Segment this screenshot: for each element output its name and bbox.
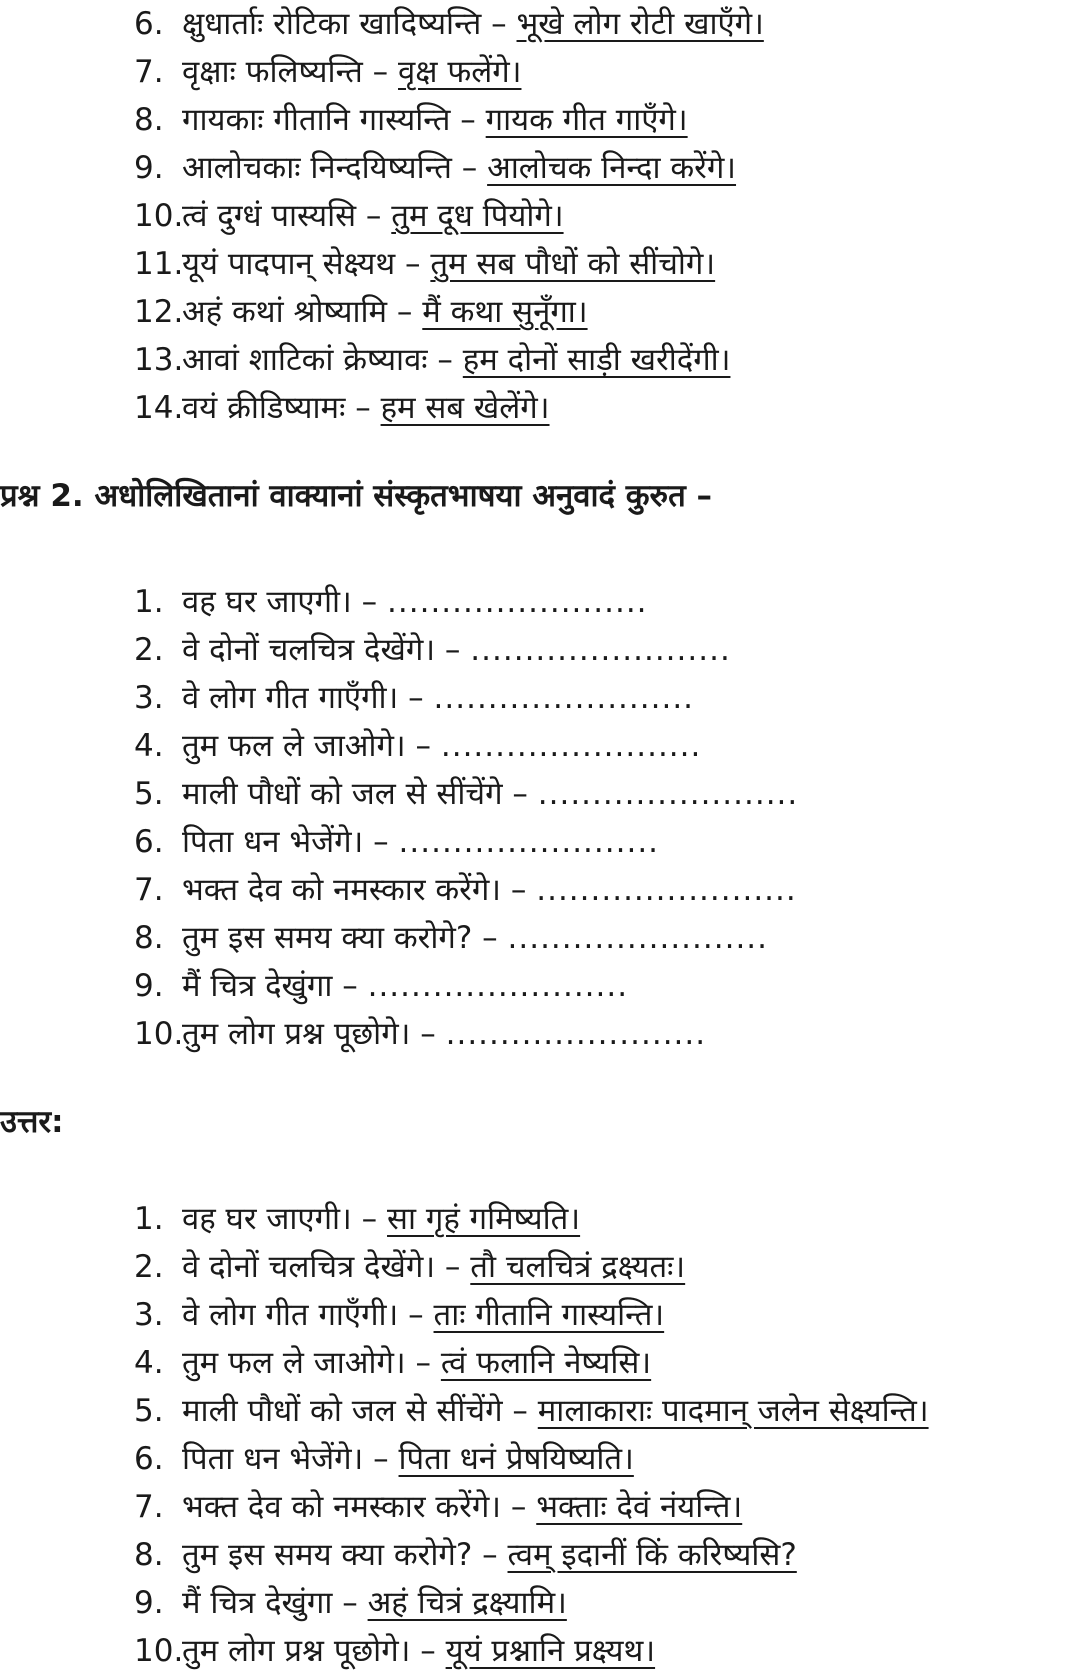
item-number: 9. [134, 1585, 164, 1621]
answers-list [0, 1195, 929, 1675]
item-text: पिता धन भेजेंगे। – [182, 824, 389, 860]
item-text: आलोचकाः निन्दयिष्यन्ति – [182, 150, 478, 186]
list-item [0, 1627, 929, 1675]
item-answer: ताः गीतानि गास्यन्ति। [433, 1297, 665, 1333]
item-answer: आलोचक निन्दा करेंगे। [487, 150, 737, 186]
item-number: 10. [134, 198, 184, 234]
item-text: वयं क्रीडिष्यामः – [182, 390, 371, 426]
question-list [0, 578, 798, 1058]
item-text: त्वं दुग्धं पास्यसि – [182, 198, 382, 234]
answer-blank: ........................ [398, 824, 660, 860]
list-item [0, 336, 764, 384]
item-number: 2. [134, 1249, 164, 1285]
item-answer: तुम सब पौधों को सींचोगे। [430, 246, 716, 282]
item-number: 12. [134, 294, 184, 330]
item-text: यूयं पादपान् सेक्ष्यथ – [182, 246, 421, 282]
item-text: वे लोग गीत गाएँगी। – [182, 1297, 424, 1333]
item-answer: त्वं फलानि नेष्यसि। [440, 1345, 652, 1381]
item-number: 3. [134, 1297, 164, 1333]
item-answer: सा गृहं गमिष्यति। [387, 1201, 581, 1237]
list-item [0, 1483, 929, 1531]
list-item [0, 770, 798, 818]
item-text: माली पौधों को जल से सींचेंगे – [182, 1393, 528, 1429]
item-answer: भूखे लोग रोटी खाएँगे। [516, 6, 764, 42]
list-item [0, 962, 798, 1010]
list-item [0, 722, 798, 770]
item-answer: त्वम् इदानीं किं करिष्यसि? [507, 1537, 797, 1573]
answer-blank: ........................ [470, 632, 731, 668]
item-number: 10. [134, 1633, 184, 1669]
item-number: 13. [134, 342, 184, 378]
answer-blank: ........................ [445, 1016, 707, 1052]
list-item [0, 818, 798, 866]
answer-blank: ........................ [433, 680, 695, 716]
item-number: 6. [134, 6, 164, 42]
list-item [0, 1010, 798, 1058]
answers-heading: उत्तर: [0, 1104, 64, 1140]
item-text: वह घर जाएगी। – [182, 584, 378, 620]
list-item [0, 1387, 929, 1435]
list-item [0, 1435, 929, 1483]
item-text: तुम लोग प्रश्न पूछोगे। – [182, 1633, 436, 1669]
item-text: माली पौधों को जल से सींचेंगे – [182, 776, 528, 812]
item-text: तुम इस समय क्या करोगे? – [182, 1537, 498, 1573]
item-number: 1. [134, 1201, 164, 1237]
item-number: 7. [134, 54, 164, 90]
item-text: वह घर जाएगी। – [182, 1201, 378, 1237]
item-number: 10. [134, 1016, 184, 1052]
item-text: गायकाः गीतानि गास्यन्ति – [182, 102, 476, 138]
list-item [0, 288, 764, 336]
list-item [0, 96, 764, 144]
list-item [0, 578, 798, 626]
item-text: तुम इस समय क्या करोगे? – [182, 920, 498, 956]
item-text: पिता धन भेजेंगे। – [182, 1441, 389, 1477]
list-item [0, 384, 764, 432]
item-number: 4. [134, 728, 164, 764]
item-text: भक्त देव को नमस्कार करेंगे। – [182, 1489, 527, 1525]
item-answer: गायक गीत गाएँगे। [485, 102, 688, 138]
answer-blank: ........................ [537, 776, 799, 812]
item-number: 9. [134, 968, 164, 1004]
item-number: 4. [134, 1345, 164, 1381]
list-item [0, 1579, 929, 1627]
item-answer: तौ चलचित्रं द्रक्ष्यतः। [470, 1249, 686, 1285]
item-text: वे दोनों चलचित्र देखेंगे। – [182, 632, 461, 668]
item-text: अहं कथां श्रोष्यामि – [182, 294, 413, 330]
item-number: 6. [134, 824, 164, 860]
list-item [0, 914, 798, 962]
item-number: 5. [134, 776, 164, 812]
list-item [0, 866, 798, 914]
answer-blank: ........................ [367, 968, 629, 1004]
list-item [0, 1291, 929, 1339]
item-number: 7. [134, 872, 164, 908]
item-number: 1. [134, 584, 164, 620]
list-item [0, 144, 764, 192]
item-text: आवां शाटिकां क्रेष्यावः – [182, 342, 453, 378]
item-text: मैं चित्र देखुंगा – [182, 1585, 358, 1621]
item-number: 8. [134, 920, 164, 956]
item-answer: हम सब खेलेंगे। [380, 390, 550, 426]
item-number: 8. [134, 1537, 164, 1573]
item-number: 3. [134, 680, 164, 716]
item-text: वृक्षाः फलिष्यन्ति – [182, 54, 389, 90]
item-number: 11. [134, 246, 184, 282]
list-item [0, 674, 798, 722]
list-item [0, 1243, 929, 1291]
list-item [0, 48, 764, 96]
item-answer: मैं कथा सुनूँगा। [422, 294, 588, 330]
item-number: 6. [134, 1441, 164, 1477]
item-answer: भक्ताः देवं नंयन्ति। [536, 1489, 743, 1525]
question-heading: प्रश्न 2. अधोलिखितानां वाक्यानां संस्कृतभाषया अनुवादं कुरुत – [0, 478, 713, 514]
item-text: भक्त देव को नमस्कार करेंगे। – [182, 872, 527, 908]
answer-blank: ........................ [387, 584, 648, 620]
item-text: मैं चित्र देखुंगा – [182, 968, 358, 1004]
item-number: 7. [134, 1489, 164, 1525]
list-item [0, 0, 764, 48]
item-text: तुम फल ले जाओगे। – [182, 728, 432, 764]
list-item [0, 1195, 929, 1243]
item-text: क्षुधार्ताः रोटिका खादिष्यन्ति – [182, 6, 507, 42]
item-answer: यूयं प्रश्नानि प्रक्ष्यथ। [445, 1633, 656, 1669]
item-text: तुम लोग प्रश्न पूछोगे। – [182, 1016, 436, 1052]
item-answer: अहं चित्रं द्रक्ष्यामि। [367, 1585, 567, 1621]
item-answer: वृक्ष फलेंगे। [398, 54, 522, 90]
list-item [0, 1339, 929, 1387]
item-number: 8. [134, 102, 164, 138]
item-number: 14. [134, 390, 184, 426]
answer-blank: ........................ [440, 728, 702, 764]
answer-blank: ........................ [536, 872, 797, 908]
list-item [0, 192, 764, 240]
item-answer: मालाकाराः पादमान् जलेन सेक्ष्यन्ति। [537, 1393, 929, 1429]
sentence-translation-list [0, 0, 764, 432]
item-answer: तुम दूध पियोगे। [391, 198, 564, 234]
item-number: 5. [134, 1393, 164, 1429]
item-number: 2. [134, 632, 164, 668]
item-text: तुम फल ले जाओगे। – [182, 1345, 432, 1381]
item-text: वे दोनों चलचित्र देखेंगे। – [182, 1249, 461, 1285]
list-item [0, 240, 764, 288]
list-item [0, 1531, 929, 1579]
list-item [0, 626, 798, 674]
item-answer: पिता धनं प्रेषयिष्यति। [398, 1441, 634, 1477]
item-number: 9. [134, 150, 164, 186]
item-answer: हम दोनों साड़ी खरीदेंगी। [462, 342, 731, 378]
item-text: वे लोग गीत गाएँगी। – [182, 680, 424, 716]
answer-blank: ........................ [507, 920, 769, 956]
